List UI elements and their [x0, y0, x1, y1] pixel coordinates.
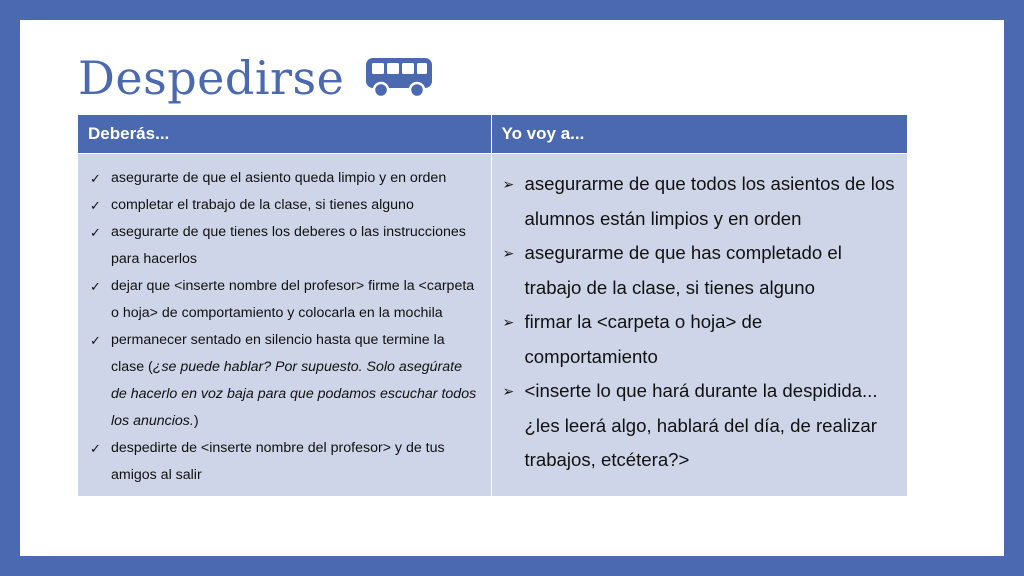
- arrowhead-icon: ➢: [502, 383, 515, 399]
- list-item: ✓ asegurarte de que el asiento queda limpio y en orden: [89, 165, 478, 192]
- list-item: ➢ firmar la <carpeta o hoja> de comportamiento: [503, 305, 897, 374]
- teacher-cell: [491, 154, 907, 497]
- list-item: ✓ dejar que <inserte nombre del profesor> firme la <carpeta o hoja> de comportamiento y colocarla en la mochila: [89, 273, 478, 327]
- slide-title: Despedirse: [78, 51, 345, 105]
- list-item: ➢ asegurarme de que todos los asientos de los alumnos están limpios y en orden: [503, 167, 897, 236]
- table-header-row: [78, 115, 907, 154]
- header-student: Deberás...: [78, 115, 491, 154]
- list-item: ✓ permanecer sentado en silencio hasta que termine la clase (¿se puede hablar? Por supuesto. Solo asegúrate de hacerlo en voz baja para que podamos escuchar todos los anuncios.): [89, 327, 478, 435]
- checkmark-icon: ✓: [90, 171, 101, 186]
- list-item: ➢ <inserte lo que hará durante la despidida... ¿les leerá algo, hablará del día, de realizar trabajos, etcétera?>: [503, 374, 897, 478]
- title-row: [78, 46, 434, 110]
- checkmark-icon: ✓: [90, 225, 101, 240]
- arrowhead-icon: ➢: [502, 245, 515, 261]
- student-checklist: [79, 155, 490, 495]
- header-teacher: Yo voy a...: [491, 115, 907, 154]
- student-cell: [78, 154, 491, 497]
- farewell-table: [78, 115, 907, 496]
- checkmark-icon: ✓: [90, 279, 101, 294]
- italic-note: ¿se puede hablar? Por supuesto. Solo asegúrate de hacerlo en voz baja para que podamos escuchar todos los anuncios.: [111, 359, 477, 429]
- teacher-list: [493, 155, 907, 484]
- list-item: ✓ asegurarte de que tienes los deberes o las instrucciones para hacerlos: [89, 219, 478, 273]
- checkmark-icon: ✓: [90, 198, 101, 213]
- list-item: ✓ despedirte de <inserte nombre del profesor> y de tus amigos al salir: [89, 435, 478, 489]
- list-item: ➢ asegurarme de que has completado el trabajo de la clase, si tienes alguno: [503, 236, 897, 305]
- list-item: ✓ completar el trabajo de la clase, si tienes alguno: [89, 192, 478, 219]
- table-row: [78, 154, 907, 497]
- arrowhead-icon: ➢: [502, 314, 515, 330]
- checkmark-icon: ✓: [90, 333, 101, 348]
- arrowhead-icon: ➢: [502, 176, 515, 192]
- checkmark-icon: ✓: [90, 441, 101, 456]
- bus-icon: [364, 56, 434, 100]
